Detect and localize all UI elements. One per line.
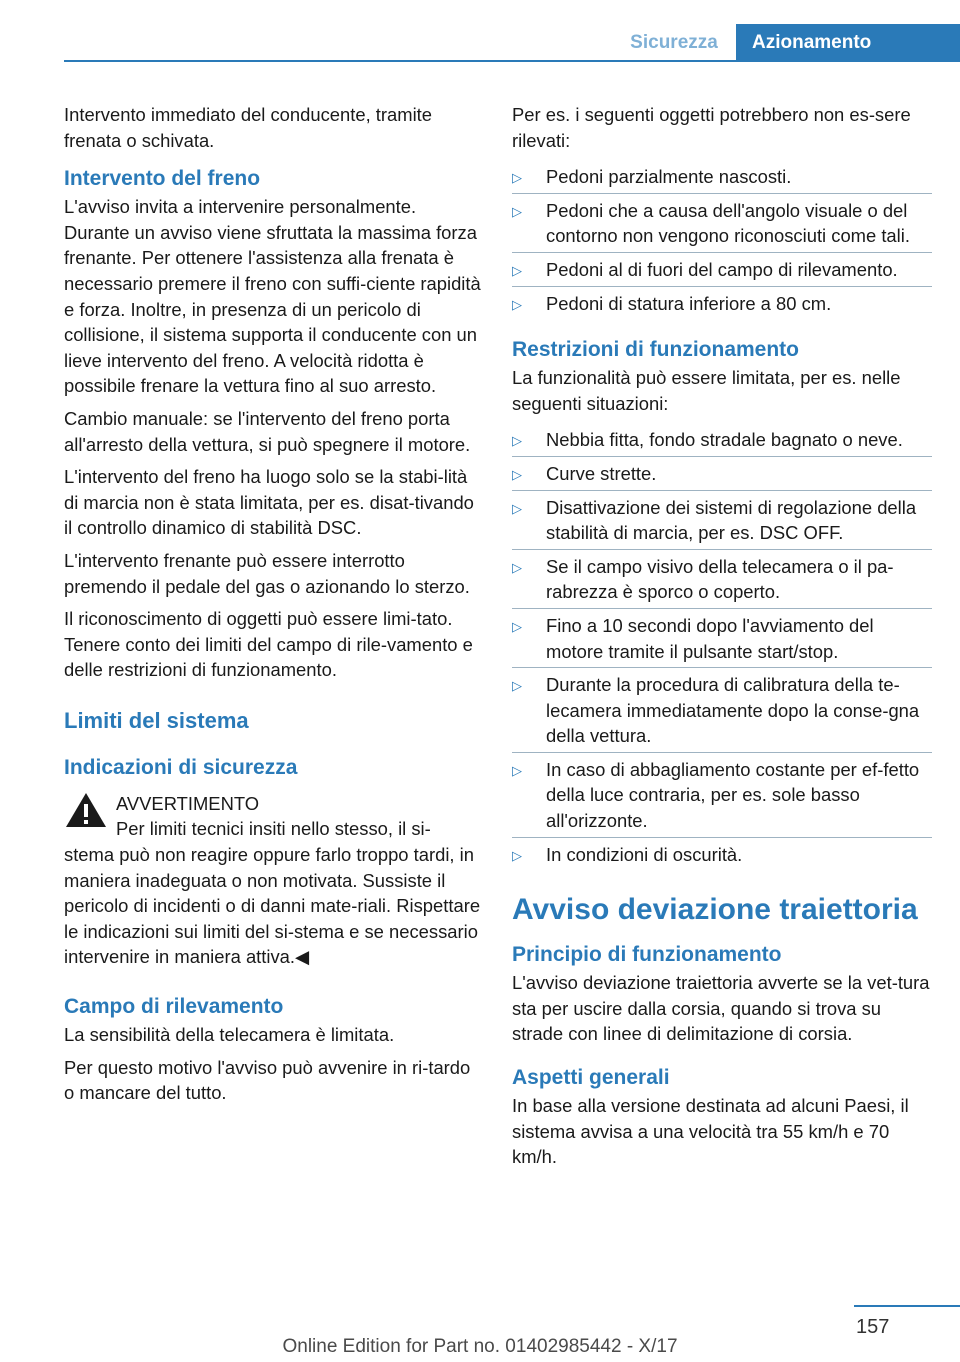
paragraph: In base alla versione destinata ad alcuni Paesi, il sistema avvisa a una velocità tra 55 km/h e 70 km/h. <box>512 1095 909 1168</box>
heading-campo-rilevamento: Campo di rilevamento <box>64 995 284 1019</box>
list-item: ▷ In condizioni di oscurità. <box>512 837 932 871</box>
header-tab: Azionamento <box>736 24 960 62</box>
paragraph: La sensibilità della telecamera è limitata. <box>64 1024 395 1046</box>
warning-title: AVVERTIMENTO <box>116 792 260 814</box>
warning-triangle-icon <box>64 791 108 829</box>
bullet-icon: ▷ <box>512 678 522 694</box>
heading-intervento-freno: Intervento del freno <box>64 167 261 191</box>
paragraph: Il riconoscimento di oggetti può essere limi‐tato. Tenere conto dei limiti del campo di rile‐vamento e delle restrizioni di funzionamento. <box>64 608 473 681</box>
list-item: ▷ Curve strette. <box>512 456 932 490</box>
bullet-icon: ▷ <box>512 618 522 634</box>
header-section: Sicurezza <box>630 32 718 53</box>
bullet-icon: ▷ <box>512 847 522 863</box>
page-number: 157 <box>856 1316 890 1338</box>
left-column <box>64 102 484 1113</box>
list-item: ▷ Nebbia fitta, fondo stradale bagnato o neve. <box>512 423 932 456</box>
bullet-icon: ▷ <box>512 203 522 219</box>
bullet-icon: ▷ <box>512 262 522 278</box>
right-column <box>512 102 932 1177</box>
heading-aspetti-generali: Aspetti generali <box>512 1066 670 1090</box>
bullet-icon: ▷ <box>512 762 522 778</box>
paragraph: Per es. i seguenti oggetti potrebbero non es‐sere rilevati: <box>512 104 911 151</box>
list-item: ▷ Pedoni che a causa dell'angolo visuale o del contorno non vengono riconosciuti come tali. <box>512 193 932 252</box>
page-number-rule <box>854 1305 960 1307</box>
warning-block <box>64 791 484 970</box>
bullet-icon: ▷ <box>512 296 522 312</box>
paragraph: L'avviso invita a intervenire personalmente. Durante un avviso viene sfruttata la massima forza frenante. Per ottenere l'assistenza alla frenata è necessario premere il freno con suffi‐ciente rapidità e forza. Inoltre, in presenza di un pericolo di collisione, il sistema supporta il conducente con un lieve intervento del freno. A velocità ridotta è possibile frenare la vettura fino al suo arresto. <box>64 196 481 397</box>
bullet-icon: ▷ <box>512 433 522 449</box>
footer-edition: Online Edition for Part no. 01402985442 - X/17 <box>282 1336 678 1357</box>
list-restrictions <box>512 423 932 870</box>
heading-limiti-sistema: Limiti del sistema <box>64 707 249 733</box>
list-item: ▷ Durante la procedura di calibratura della te‐lecamera immediatamente dopo la conse‐gna della vettura. <box>512 667 932 752</box>
paragraph: Per questo motivo l'avviso può avvenire in ri‐tardo o mancare del tutto. <box>64 1056 471 1104</box>
bullet-icon: ▷ <box>512 170 522 186</box>
list-item: ▷ Pedoni parzialmente nascosti. <box>512 160 932 193</box>
list-item: ▷ Pedoni di statura inferiore a 80 cm. <box>512 286 932 320</box>
paragraph: La funzionalità può essere limitata, per es. nelle seguenti situazioni: <box>512 367 901 414</box>
paragraph: Cambio manuale: se l'intervento del freno porta all'arresto della vettura, si può spegnere il motore. <box>64 407 471 455</box>
list-item: ▷ In caso di abbagliamento costante per ef‐fetto della luce contraria, per es. sole basso all'orizzonte. <box>512 752 932 837</box>
paragraph: L'intervento frenante può essere interrotto premendo il pedale del gas o azionando lo sterzo. <box>64 549 470 597</box>
list-item: ▷ Pedoni al di fuori del campo di rilevamento. <box>512 252 932 286</box>
warning-text-first: Per limiti tecnici insiti nello stesso, il si‐ <box>116 818 431 840</box>
bullet-icon: ▷ <box>512 559 522 575</box>
paragraph: L'avviso deviazione traiettoria avverte se la vet‐tura sta per uscire dalla corsia, quando si trova su strade con linee di delimitazione di corsia. <box>512 972 930 1045</box>
bullet-icon: ▷ <box>512 466 522 482</box>
paragraph: Intervento immediato del conducente, tramite frenata o schivata. <box>64 104 433 151</box>
warning-text: stema può non reagire oppure farlo troppo tardi, in maniera inadeguata o non motivata. Sussiste il pericolo di incidenti o di danni mate‐riali. Rispettare le indicazioni sui limiti del si‐stema e se necessario intervenire in maniera attiva.◀ <box>64 844 481 968</box>
heading-restrizioni: Restrizioni di funzionamento <box>512 338 799 362</box>
list-undetected-objects <box>512 160 932 319</box>
bullet-icon: ▷ <box>512 500 522 516</box>
heading-avviso-deviazione: Avviso deviazione traiettoria <box>512 893 918 927</box>
list-item: ▷ Se il campo visivo della telecamera o il pa‐rabrezza è sporco o coperto. <box>512 549 932 608</box>
paragraph: L'intervento del freno ha luogo solo se la stabi‐lità di marcia non è stata limitata, per es. disat‐tivando il controllo dinamico di stabilità DSC. <box>64 466 474 539</box>
heading-principio: Principio di funzionamento <box>512 943 782 967</box>
heading-indicazioni-sicurezza: Indicazioni di sicurezza <box>64 755 298 779</box>
list-item: ▷ Fino a 10 secondi dopo l'avviamento del motore tramite il pulsante start/stop. <box>512 608 932 667</box>
list-item: ▷ Disattivazione dei sistemi di regolazione della stabilità di marcia, per es. DSC OFF. <box>512 490 932 549</box>
